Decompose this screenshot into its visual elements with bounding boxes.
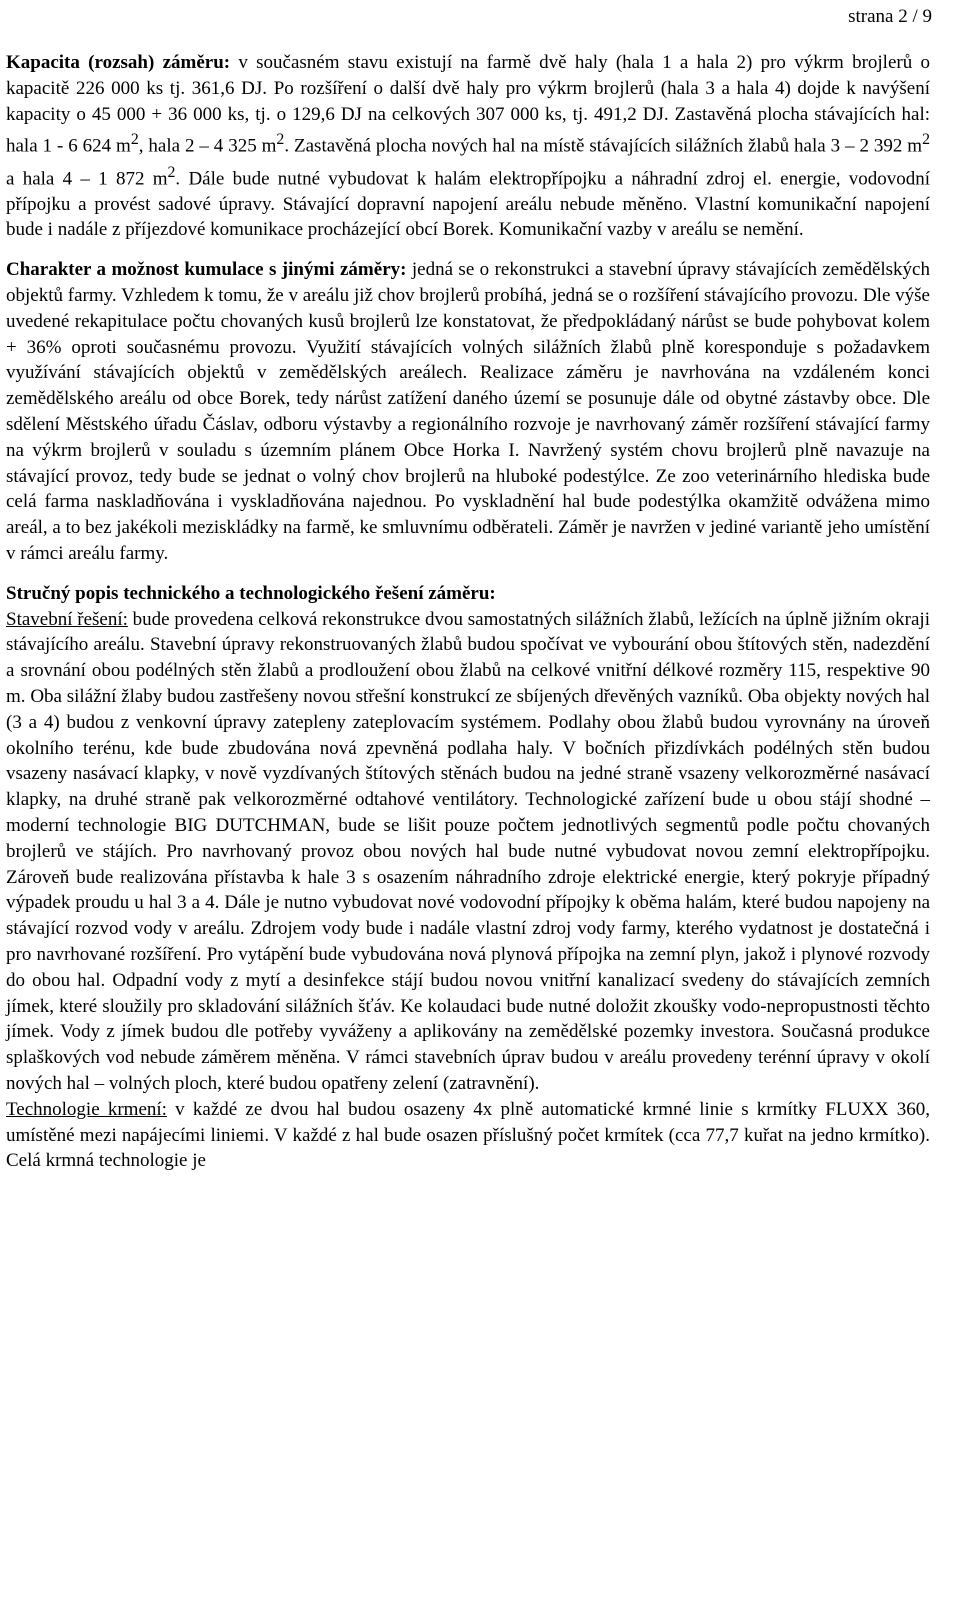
kapacita-text-5: . Dále bude nutné vybudovat k halám elektropřípojku a náhradní zdroj el. energie, vodovodní přípojku a provést sadové úpravy. Stávající dopravní napojení areálu nebude měněno. Vlastní komunikační napojení bude i nadále z příjezdové komunikace procházející obcí Borek. Komunikační vazby v areálu se nemění. [6,167,931,241]
label-stavebni-reseni: Stavební řešení: [6,608,128,630]
stavebni-reseni-text: bude provedena celková rekonstrukce dvou samostatných silážních žlabů, ležících na úplně jižním okraji stávajícího areálu. Stavební úpravy rekonstruovaných žlabů budou spočívat ve vybourání obou štítových stěn, nadezdění a srovnání obou podélných stěn žlabů a prodloužení obou žlabů na celkové vnitřní délkové rozměry 115, respektive 90 m. Oba silážní žlaby budou zastřešeny novou střešní konstrukcí ze sbíjených dřevěných vazníků. Oba objekty nových hal (3 a 4) budou z venkovní úpravy zatepleny zateplovacím systémem. Podlahy obou žlabů budou vyrovnány na úroveň okolního terénu, kde bude zbudována nová zpevněná podlaha haly. V bočních přizdívkách podélných stěn budou vsazeny nasávací klapky, v nově vyzdívaných štítových stěnách budou na jedné straně vsazeny velkorozměrné nasávací klapky, na druhé straně pak velkorozměrné odtahové ventilátory. Technologické zařízení bude u obou stájí shodné – moderní technologie BIG DUTCHMAN, bude se lišit pouze počtem jednotlivých segmentů podle počtu chovaných brojlerů ve stájích. Pro navrhovaný provoz obou nových hal bude nutné vybudovat novou zemní elektropřípojku. Zároveň bude realizována přístavba k hale 3 s osazením náhradního zdroje elektrické energie, který pokryje případný výpadek proudu u hal 3 a 4. Dále je nutno vybudovat nové vodovodní přípojky k oběma halám, které budou napojeny na stávající rozvod vody v areálu. Zdrojem vody bude i nadále vlastní zdroj vody farmy, kterého vydatnost je dostatečná i pro navrhované rozšíření. Pro vytápění bude vybudována nová plynová přípojka na zemní plyn, jakož i plynové rozvody do obou hal. Odpadní vody z mytí a desinfekce stájí budou novou vnitřní kanalizací svedeny do stávajících zemních jímek, které sloužily pro skladování silážních šťáv. Ke kolaudaci bude nutné doložit zkoušky vodo-nepropustnosti těchto jímek. Vody z jímek budou dle potřeby vyváženy a aplikovány na zemědělské pozemky investora. Současná produkce splaškových vod nebude záměrem měněna. V rámci stavebních úprav budou v areálu provedeny terénní úpravy v okolí nových hal – volných ploch, které budou opatřeny zelení (zatravnění). [6,608,930,1094]
heading-popis [6,581,930,607]
paragraph-kapacita [6,50,930,243]
page-number: strana 2 / 9 [848,6,932,27]
paragraph-stavebni-reseni [6,607,930,1097]
heading-kapacita: Kapacita (rozsah) záměru: [6,52,231,73]
paragraph-technologie-krmeni [6,1097,930,1174]
kapacita-text-3: . Zastavěná plocha nových hal na místě stávajících silážních žlabů hala 3 – 2 392 m [284,135,923,157]
superscript: 2 [167,163,176,181]
kapacita-text-2: , hala 2 – 4 325 m [138,135,277,157]
document-body [6,50,930,1174]
paragraph-kumulace [6,257,930,567]
label-technologie-krmeni: Technologie krmení: [6,1098,167,1120]
heading-kumulace: Charakter a možnost kumulace s jinými záměry: [6,259,407,281]
kapacita-text-1: v současném stavu existují na farmě dvě haly (hala 1 a hala 2) pro výkrm brojlerů o kapacitě 226 000 ks tj. 361,6 DJ. Po rozšíření o další dvě haly pro výkrm brojlerů (hala 3 a hala 4) dojde k navýšení kapacity o 45 000 + 36 000 ks, tj. o 129,6 DJ na celkových 307 000 ks, tj. 491,2 DJ. Zastavěná plocha stávajících hal: hala 1 - 6 624 m [6,52,930,157]
heading-popis-text: Stručný popis technického a technologického řešení záměru: [6,582,496,604]
superscript: 2 [276,131,285,149]
kapacita-text-4: a hala 4 – 1 872 m [6,167,168,189]
superscript: 2 [922,131,930,149]
technologie-krmeni-text: v každé ze dvou hal budou osazeny 4x plně automatické krmné linie s krmítky FLUXX 360, umístěné mezi napájecími liniemi. V každé z hal bude osazen příslušný počet krmítek (cca 77,7 kuřat na jedno krmítko). Celá krmná technologie je [6,1098,930,1172]
superscript: 2 [130,131,139,149]
kumulace-text: jedná se o rekonstrukci a stavební úpravy stávajících zemědělských objektů farmy. Vzhledem k tomu, že v areálu již chov brojlerů probíhá, jedná se o rozšíření stávajícího provozu. Dle výše uvedené rekapitulace počtu chovaných kusů brojlerů lze konstatovat, že předpokládaný nárůst se bude pohybovat kolem + 36% oproti současnému provozu. Využití stávajících volných silážních žlabů plně koresponduje s požadavkem využívání stávajících objektů v zemědělských areálech. Realizace záměru je navrhována na vzdáleném konci zemědělského areálu od obce Borek, tedy nárůst zatížení daného území se posunuje dále od obytné zástavby obce. Dle sdělení Městského úřadu Čáslav, odboru výstavby a regionálního rozvoje je navrhovaný záměr rozšíření stávající farmy na výkrm brojlerů v souladu s územním plánem Obce Horka I. Navržený systém chovu brojlerů plně navazuje na stávající provoz, tedy bude se jednat o volný chov brojlerů na hluboké podestýlce. Ze zoo veterinárního hlediska bude celá farma naskladňována i vyskladňována najednou. Po vyskladnění hal bude podestýlka okamžitě odvážena mimo areál, a to bez jakékoli meziskládky na farmě, ke smluvnímu odběrateli. Záměr je navržen v jediné variantě jeho umístění v rámci areálu farmy. [6,259,930,564]
